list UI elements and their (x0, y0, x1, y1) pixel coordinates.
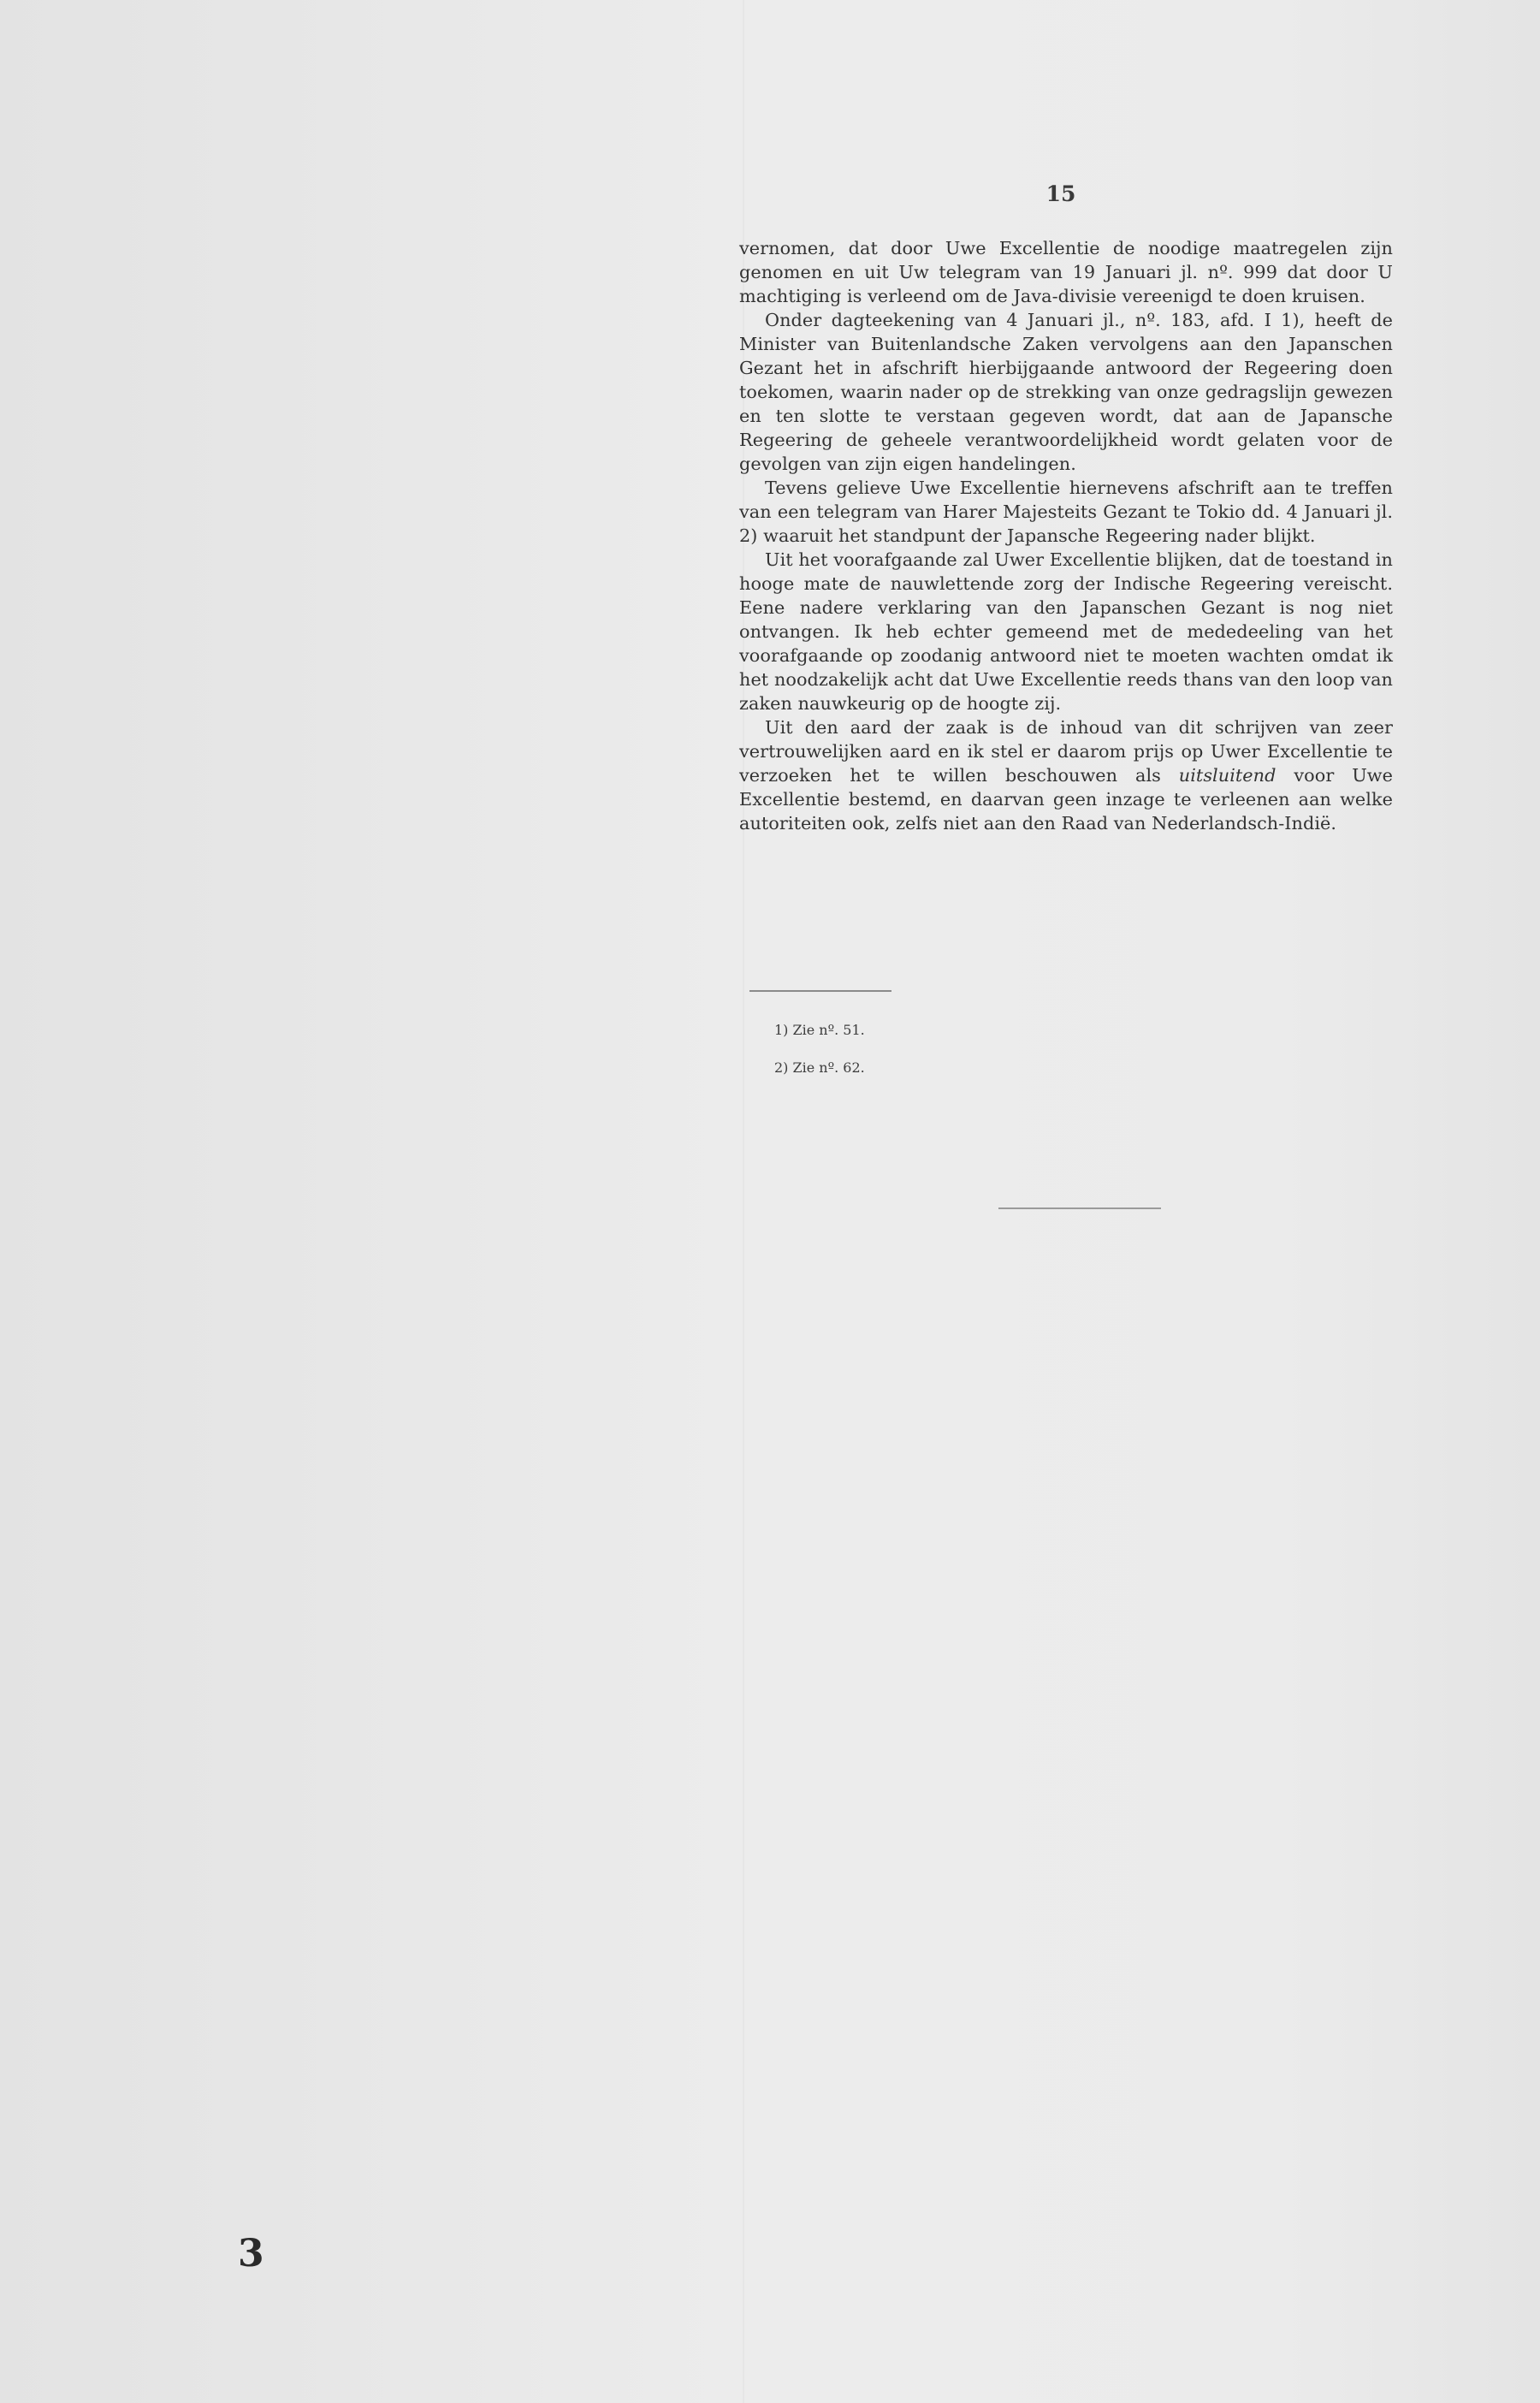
paragraph-confidentiality (739, 715, 1393, 835)
paragraph: Tevens gelieve Uwe Excellentie hiernevens afschrift aan te treffen van een telegram van Harer Majesteits Gezant te Tokio dd. 4 Januari jl. 2) waaruit het standpunt der Japansche Regeering nader blijkt. (739, 478, 1393, 546)
paragraph-text: Uit den aard der zaak is de inhoud van dit schrijven van zeer vertrouwelijken aard en ik stel er daarom prijs op Uwer Excellentie te verzoeken het te willen beschouwen als (739, 717, 1393, 786)
emphasized-word: uitsluitend (1178, 765, 1276, 786)
page-number: 15 (1045, 181, 1076, 206)
paragraph: Onder dagteekening van 4 Januari jl., nº. 183, afd. I 1), heeft de Minister van Buitenlandsche Zaken vervolgens aan den Japanschen Gezant het in afschrift hierbijgaande antwoord der Regeering doen toekomen, waarin nader op de strekking van onze gedragslijn gewezen en ten slotte te verstaan gegeven wordt, dat aan de Japansche Regeering de geheele verantwoordelijkheid wordt gelaten voor de gevolgen van zijn eigen handelingen. (739, 310, 1393, 474)
paragraph: Uit het voorafgaande zal Uwer Excellentie blijken, dat de toestand in hooge mate de nauwlettende zorg der Indische Regeering vereischt. Eene nadere verklaring van den Japanschen Gezant is nog niet ontvangen. Ik heb echter gemeend met de mededeeling van het voorafgaande op zoodanig antwoord niet te moeten wachten omdat ik het noodzakelijk acht dat Uwe Excellentie reeds thans van den loop van zaken nauwkeurig op de hoogte zij. (739, 549, 1393, 714)
footnote-divider (749, 990, 891, 992)
sheet-mark: 3 (238, 2232, 264, 2275)
footnotes (774, 1012, 865, 1087)
paragraph-continuation: vernomen, dat door Uwe Excellentie de noodige maatregelen zijn genomen en uit Uw telegram van 19 Januari jl. nº. 999 dat door U machtiging is verleend om de Java-divisie vereenigd te doen kruisen. (739, 238, 1393, 306)
footnote: 1) Zie nº. 51. (774, 1022, 865, 1038)
footnote: 2) Zie nº. 62. (774, 1059, 865, 1076)
letter-body (739, 236, 1393, 835)
end-divider (998, 1207, 1161, 1209)
paragraph-text: voor Uwe Excellentie bestemd, en daarvan geen inzage te verleenen aan welke autoriteiten ook, zelfs niet aan den Raad van Nederlandsch-Indië. (739, 765, 1393, 834)
